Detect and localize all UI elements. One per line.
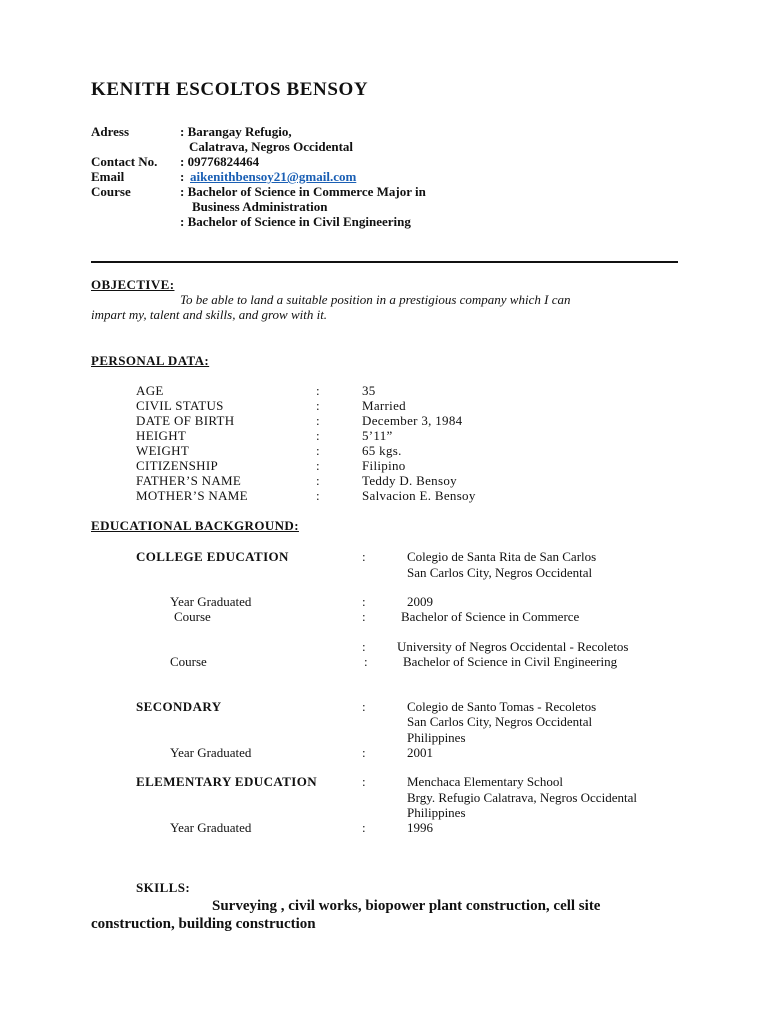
college-school-1-line-2: San Carlos City, Negros Occidental	[407, 565, 593, 580]
objective-heading: OBJECTIVE:	[91, 277, 175, 292]
personal-age-value: 35	[362, 383, 376, 398]
elementary-line-1: Menchaca Elementary School	[407, 774, 563, 789]
course-2: : Bachelor of Science in Civil Engineering	[180, 214, 411, 229]
personal-father-label: FATHER’S NAME	[136, 473, 242, 488]
colon: :	[316, 458, 320, 473]
college-course-2-label: Course	[170, 654, 207, 669]
elementary-line-2: Brgy. Refugio Calatrava, Negros Occidental	[407, 790, 637, 805]
college-label: COLLEGE EDUCATION	[136, 549, 289, 564]
skills-heading: SKILLS:	[136, 880, 191, 895]
secondary-line-2: San Carlos City, Negros Occidental	[407, 714, 593, 729]
personal-weight-label: WEIGHT	[136, 443, 190, 458]
email-link[interactable]: aikenithbensoy21@gmail.com	[190, 169, 357, 184]
applicant-name: KENITH ESCOLTOS BENSOY	[91, 79, 369, 100]
personal-dob-label: DATE OF BIRTH	[136, 413, 235, 428]
address-label: Adress	[91, 124, 130, 139]
personal-civil-status-value: Married	[362, 398, 406, 413]
colon: :	[316, 383, 320, 398]
personal-citizenship-value: Filipino	[362, 458, 406, 473]
colon: :	[362, 699, 366, 714]
address-line-1: : Barangay Refugio,	[180, 124, 292, 139]
colon: :	[364, 654, 368, 669]
skills-line-2: construction, building construction	[91, 916, 316, 932]
colon: :	[362, 549, 366, 564]
personal-dob-value: December 3, 1984	[362, 413, 463, 428]
college-school-1-line-1: Colegio de Santa Rita de San Carlos	[407, 549, 597, 564]
objective-line-1: To be able to land a suitable position in a prestigious company which I can	[180, 292, 571, 307]
elementary-year-value: 1996	[407, 820, 433, 835]
course-label: Course	[91, 184, 131, 199]
secondary-year-label: Year Graduated	[170, 745, 252, 760]
elementary-year-label: Year Graduated	[170, 820, 252, 835]
email-colon: :	[180, 169, 185, 184]
elementary-line-3: Philippines	[407, 805, 466, 820]
college-course-2-value: Bachelor of Science in Civil Engineering	[403, 654, 618, 669]
personal-height-label: HEIGHT	[136, 428, 187, 443]
course-1-line-2: Business Administration	[192, 199, 328, 214]
personal-citizenship-label: CITIZENSHIP	[136, 458, 219, 473]
college-year-value: 2009	[407, 594, 433, 609]
college-course-label: Course	[174, 609, 211, 624]
objective-line-2: impart my, talent and skills, and grow with it.	[91, 307, 328, 322]
colon: :	[316, 398, 320, 413]
personal-data-heading: PERSONAL DATA:	[91, 353, 210, 368]
colon: :	[316, 473, 320, 488]
secondary-line-1: Colegio de Santo Tomas - Recoletos	[407, 699, 597, 714]
colon: :	[362, 594, 366, 609]
colon: :	[316, 443, 320, 458]
colon: :	[316, 428, 320, 443]
personal-age-label: AGE	[136, 383, 164, 398]
education-heading: EDUCATIONAL BACKGROUND:	[91, 518, 299, 533]
secondary-line-3: Philippines	[407, 730, 466, 745]
skills-line-1: Surveying , civil works, biopower plant construction, cell site	[212, 898, 601, 914]
colon: :	[362, 745, 366, 760]
contact-label: Contact No.	[91, 154, 158, 169]
colon: :	[362, 609, 366, 624]
course-1-line-1: : Bachelor of Science in Commerce Major in	[180, 184, 426, 199]
personal-civil-status-label: CIVIL STATUS	[136, 398, 224, 413]
email-label: Email	[91, 169, 125, 184]
contact-number: : 09776824464	[180, 154, 260, 169]
colon: :	[316, 488, 320, 503]
college-year-label: Year Graduated	[170, 594, 252, 609]
college-school-2: University of Negros Occidental - Recoletos	[397, 639, 629, 654]
college-course-value: Bachelor of Science in Commerce	[401, 609, 580, 624]
elementary-label: ELEMENTARY EDUCATION	[136, 774, 318, 789]
personal-father-value: Teddy D. Bensoy	[362, 473, 457, 488]
secondary-label: SECONDARY	[136, 699, 222, 714]
colon: :	[362, 639, 366, 654]
colon: :	[362, 820, 366, 835]
personal-height-value: 5’11”	[362, 428, 393, 443]
secondary-year-value: 2001	[407, 745, 433, 760]
header-divider	[91, 261, 678, 263]
address-line-2: Calatrava, Negros Occidental	[189, 139, 354, 154]
personal-mother-label: MOTHER’S NAME	[136, 488, 248, 503]
colon: :	[362, 774, 366, 789]
personal-mother-value: Salvacion E. Bensoy	[362, 488, 476, 503]
personal-weight-value: 65 kgs.	[362, 443, 402, 458]
colon: :	[316, 413, 320, 428]
